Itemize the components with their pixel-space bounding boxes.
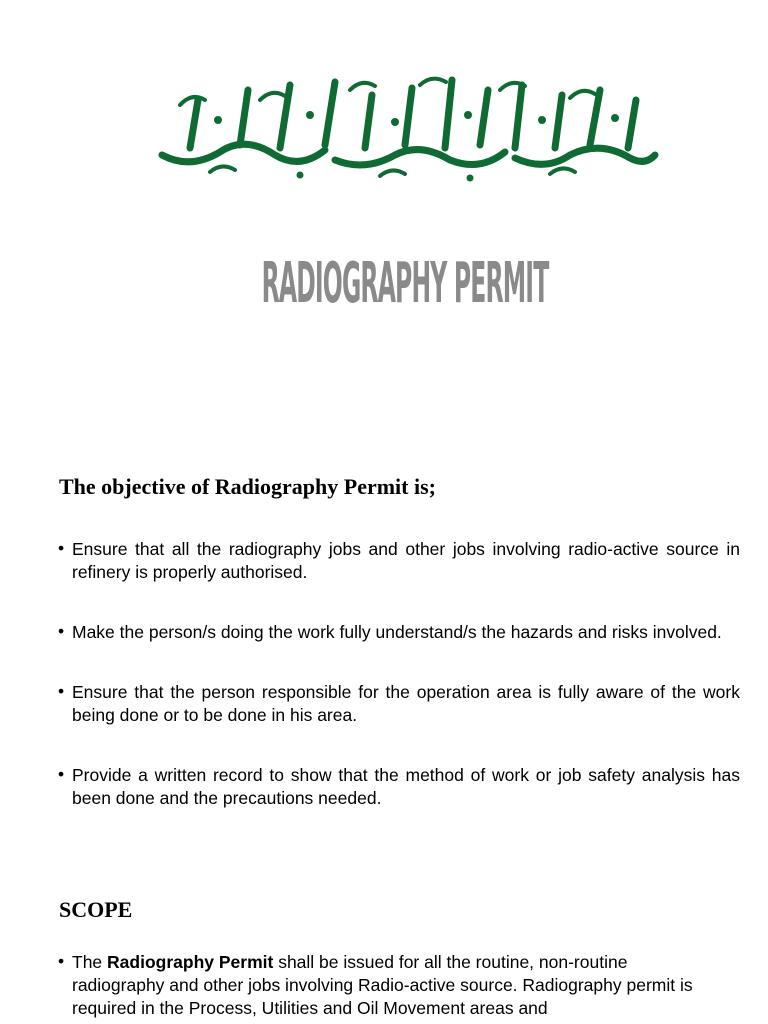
calligraphy-artwork (150, 60, 660, 185)
document-title: RADIOGRAPHY PERMIT (261, 251, 549, 316)
bismillah-calligraphy (150, 60, 660, 185)
scope-list (58, 951, 718, 1020)
objective-heading: The objective of Radiography Permit is; (59, 474, 436, 499)
objective-list (58, 538, 740, 847)
list-item: • Ensure that all the radiography jobs and other jobs involving radio-active source in refinery is properly authorised. (58, 538, 740, 584)
scope-text: shall be issued for all the routine, non-routine radiography and other jobs involving Radio-active source. Radiography permit is required in the Process, Utilities and Oil Movement areas and (72, 952, 693, 1018)
scope-heading: SCOPE (59, 897, 133, 922)
list-item: • Provide a written record to show that the method of work or job safety analysis has been done and the precautions needed. (58, 764, 740, 810)
scope-prefix: The (72, 952, 103, 972)
list-item: • Ensure that the person responsible for the operation area is fully aware of the work being done or to be done in his area. (58, 681, 740, 727)
list-item: • Make the person/s doing the work fully understand/s the hazards and risks involved. (58, 621, 740, 644)
list-item (58, 951, 718, 1020)
scope-bold-term: Radiography Permit (107, 952, 274, 972)
